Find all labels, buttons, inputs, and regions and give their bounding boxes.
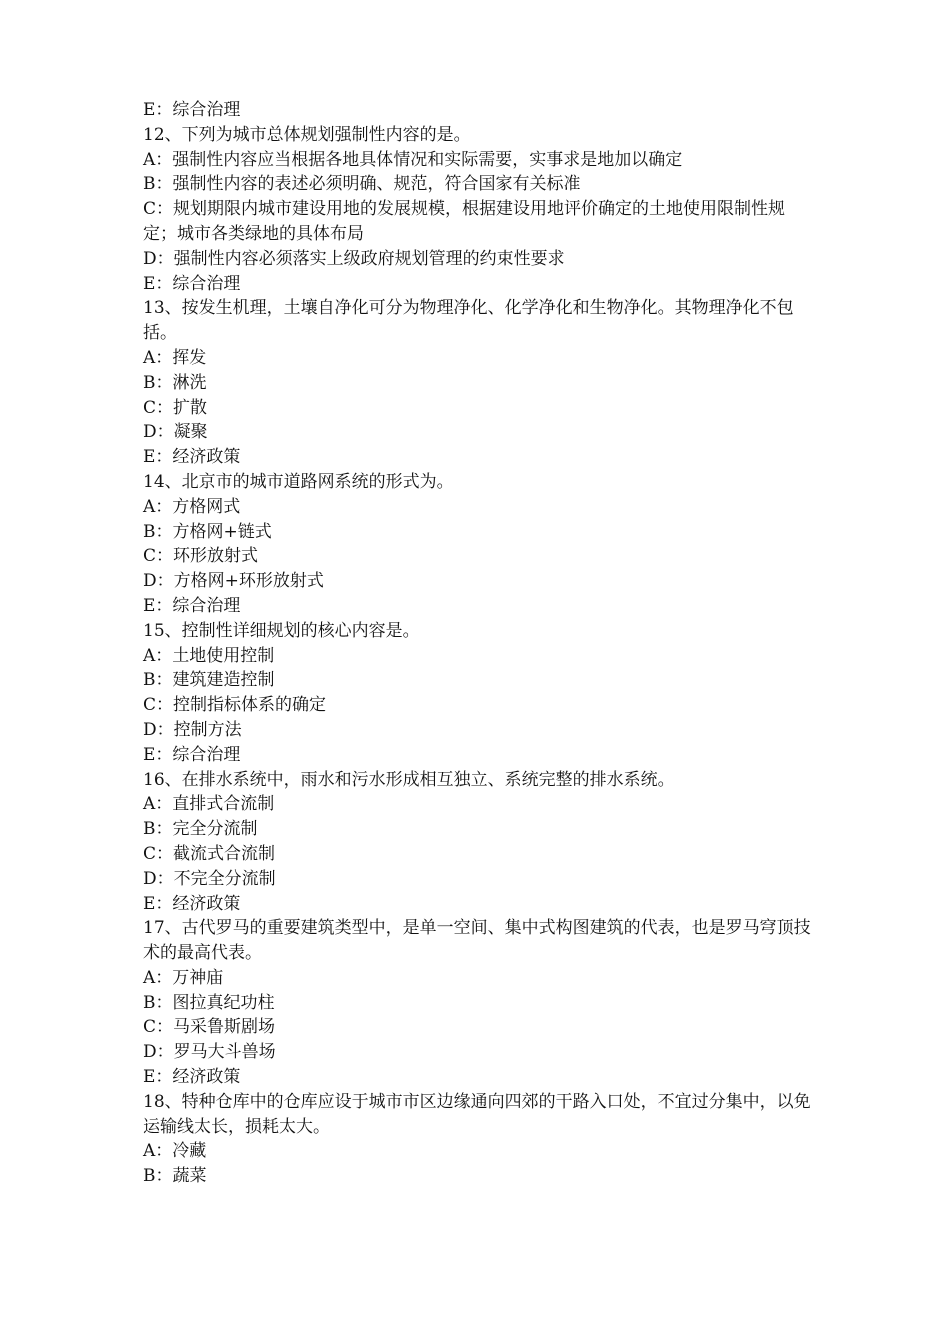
option-e: E：综合治理 <box>143 595 241 616</box>
option-d: D：控制方法 <box>143 719 242 740</box>
option-d: D：强制性内容必须落实上级政府规划管理的约束性要求 <box>143 248 565 269</box>
option-b: B：强制性内容的表述必须明确、规范，符合国家有关标准 <box>143 174 581 195</box>
question-12: 12、下列为城市总体规划强制性内容的是。 <box>143 124 471 145</box>
question-18: 18、特种仓库中的仓库应设于城市市区边缘通向四郊的干路入口处，不宜过分集中，以免运输线太长，损耗太大。 <box>143 1091 811 1137</box>
option-c: C：规划期限内城市建设用地的发展规模，根据建设用地评价确定的土地使用限制性规定；城市各类绿地的具体布局 <box>143 199 786 244</box>
question-17: 17、古代罗马的重要建筑类型中，是单一空间、集中式构图建筑的代表，也是罗马穹顶技术的最高代表。 <box>143 918 811 964</box>
option-c: C：控制指标体系的确定 <box>143 695 327 716</box>
option-b: B：图拉真纪功柱 <box>143 992 275 1013</box>
option-b: B：建筑建造控制 <box>143 670 275 691</box>
option-c: C：扩散 <box>143 397 208 418</box>
option-a: A：挥发 <box>143 347 207 368</box>
option-d: D：不完全分流制 <box>143 868 276 889</box>
option-a: A：土地使用控制 <box>143 645 275 666</box>
option-a: A：强制性内容应当根据各地具体情况和实际需要，实事求是地加以确定 <box>143 149 683 170</box>
option-a: A：方格网式 <box>143 496 241 517</box>
option-e: E：经济政策 <box>143 1067 241 1088</box>
question-14: 14、北京市的城市道路网系统的形式为。 <box>143 471 454 492</box>
question-15: 15、控制性详细规划的核心内容是。 <box>143 620 420 641</box>
option-a: A：万神庙 <box>143 967 224 988</box>
question-13: 13、按发生机理，土壤自净化可分为物理净化、化学净化和生物净化。其物理净化不包括。 <box>143 298 794 344</box>
option-b: B：方格网+链式 <box>143 521 272 542</box>
document-page <box>143 98 818 1189</box>
option-a: A：直排式合流制 <box>143 794 275 815</box>
option-b: B：蔬菜 <box>143 1166 207 1187</box>
option-b: B：淋洗 <box>143 372 207 393</box>
option-d: D：方格网+环形放射式 <box>143 571 324 592</box>
option-e: E：经济政策 <box>143 447 241 468</box>
option-d: D：凝聚 <box>143 422 208 443</box>
option-e: E：综合治理 <box>143 273 241 294</box>
option-e: E：综合治理 <box>143 744 241 765</box>
option-d: D：罗马大斗兽场 <box>143 1042 276 1063</box>
option-c: C：马采鲁斯剧场 <box>143 1017 276 1038</box>
question-16: 16、在排水系统中，雨水和污水形成相互独立、系统完整的排水系统。 <box>143 769 675 790</box>
option-c: C：环形放射式 <box>143 546 259 567</box>
option-e: E：经济政策 <box>143 893 241 914</box>
option-b: B：完全分流制 <box>143 819 258 840</box>
option-a: A：冷藏 <box>143 1141 207 1162</box>
text-line: E：综合治理 <box>143 100 241 120</box>
option-c: C：截流式合流制 <box>143 843 276 864</box>
